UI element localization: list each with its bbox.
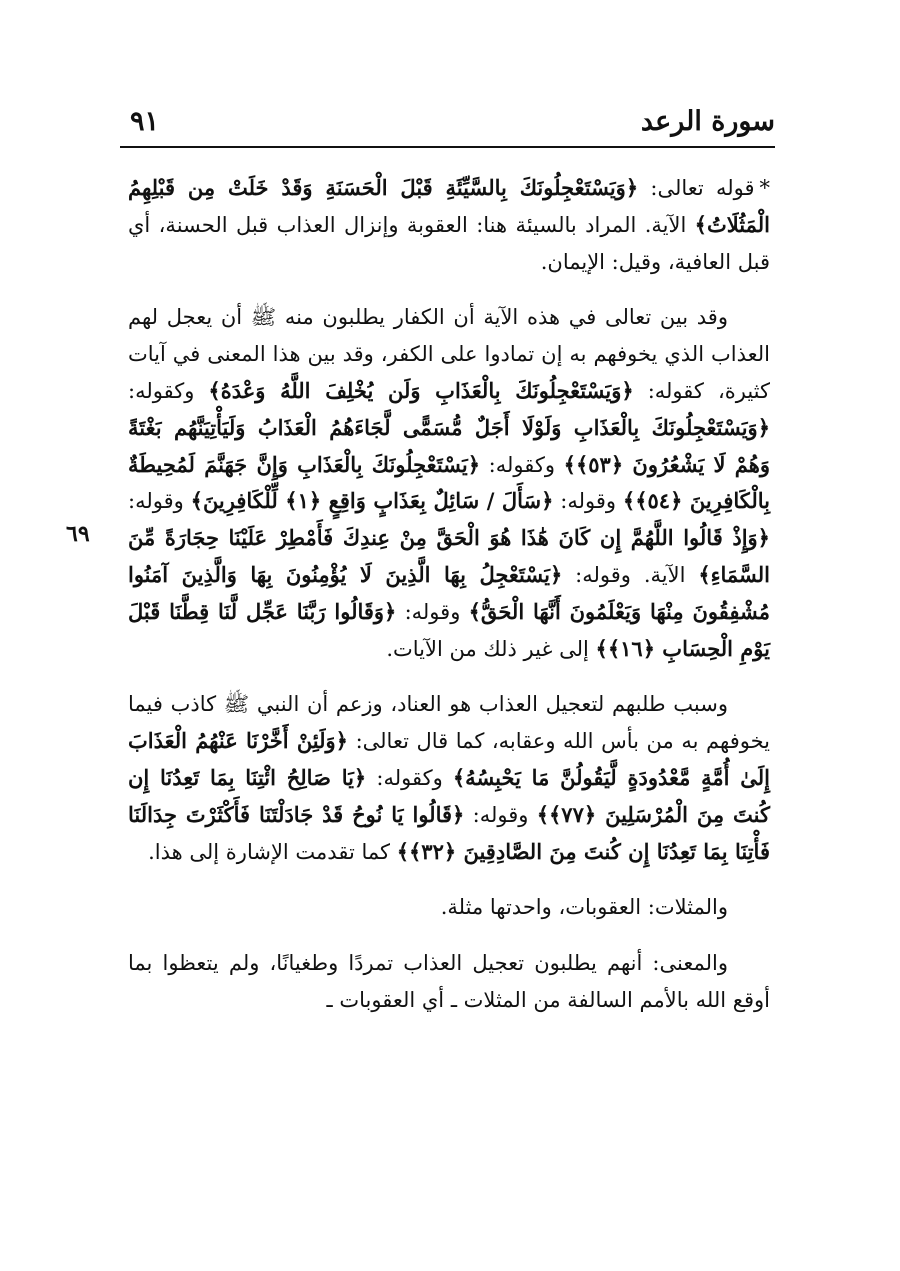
commentary-text: وسبب طلبهم لتعجيل العذاب هو العناد، وزعم أن النبي ﷺ كاذب فيما يخوفهم به من بأس الله وعقابه، كما قال تعالى:: [128, 692, 770, 754]
intro-text: قوله تعالى:: [638, 176, 755, 200]
quran-quote: ﴿سَأَلَ / سَائِلٌ بِعَذَابٍ وَاقِعٍ ﴿١﴾ لِّلْكَافِرِينَ﴾: [190, 488, 554, 514]
page-header: [120, 100, 775, 148]
quran-bracket-close: ﴾: [694, 211, 707, 237]
quran-quote: ﴿وَيَسْتَعْجِلُونَكَ بِالْعَذَابِ وَلَن يُخْلِفَ اللَّهُ وَعْدَهُ﴾: [208, 377, 634, 403]
commentary-text: كما تقدمت الإشارة إلى هذا.: [148, 839, 397, 864]
quran-quote: ﴿يَسْتَعْجِلُونَكَ بِالْعَذَابِ وَإِنَّ جَهَنَّمَ لَمُحِيطَةٌ بِالْكَافِرِينَ ﴿٥٤﴾﴾: [128, 451, 770, 514]
paragraph-meaning: والمعنى: أنهم يطلبون تعجيل العذاب تمردًا وطغيانًا، ولم يتعظوا بما أوقع الله بالأمم السالفة من المثلات ـ أي العقوبات ـ: [128, 951, 770, 1012]
commentary-text: وكقوله:: [366, 765, 453, 790]
page-body: [128, 170, 770, 1038]
quran-quote: ﴿يَا صَالِحُ ائْتِنَا بِمَا تَعِدُنَا إِن كُنتَ مِنَ الْمُرْسَلِينَ ﴿٧٧﴾﴾: [128, 764, 770, 827]
commentary-text: وقوله:: [128, 489, 191, 514]
paragraph-reason: [128, 686, 770, 870]
quran-quote: ﴿وَيَسْتَعْجِلُونَكَ بِالْعَذَابِ وَلَوْلَا أَجَلٌ مُّسَمًّى لَّجَاءَهُمُ الْعَذَابُ وَلَيَأْتِيَنَّهُم بَغْتَةً وَهُمْ لَا يَشْعُرُونَ ﴿٥٣﴾﴾: [128, 414, 770, 477]
commentary-text: إلى غير ذلك من الآيات.: [386, 636, 596, 661]
quran-quote: ﴿يَسْتَعْجِلُ بِهَا الَّذِينَ لَا يُؤْمِنُونَ بِهَا وَالَّذِينَ آمَنُوا مُشْفِقُونَ مِنْهَا وَيَعْلَمُونَ أَنَّهَا الْحَقُّ﴾: [128, 561, 770, 624]
quran-quote: ﴿وَلَئِنْ أَخَّرْنَا عَنْهُمُ الْعَذَابَ إِلَىٰ أُمَّةٍ مَّعْدُودَةٍ لَّيَقُولُنَّ مَا يَحْبِسُهُ﴾: [128, 728, 770, 790]
star-marker: *: [759, 176, 770, 200]
commentary-text: وقوله:: [396, 599, 469, 624]
quran-bracket-open: ﴿: [625, 175, 639, 200]
commentary-text: الآية. المراد بالسيئة هنا: العقوبة وإنزال العذاب قبل الحسنة، أي قبل العافية، وقيل: الإيمان.: [128, 212, 770, 274]
quran-quote: ﴿وَقَالُوا رَبَّنَا عَجِّل لَّنَا قِطَّنَا قَبْلَ يَوْمِ الْحِسَابِ ﴿١٦﴾﴾: [128, 598, 770, 661]
margin-reference-number: ٦٩: [66, 521, 90, 547]
quran-quote: ﴿قَالُوا يَا نُوحُ قَدْ جَادَلْتَنَا فَأَكْثَرْتَ جِدَالَنَا فَأْتِنَا بِمَا تَعِدُنَا إِن كُنتَ مِنَ الصَّادِقِينَ ﴿٣٢﴾﴾: [128, 801, 770, 864]
paragraph-definition: والمثلات: العقوبات، واحدتها مثلة.: [440, 895, 728, 920]
commentary-text: وكقوله:: [128, 378, 209, 403]
paragraph-verse-intro: [128, 170, 770, 280]
commentary-text: وكقوله:: [480, 452, 564, 477]
quran-quote: ﴿وَإِذْ قَالُوا اللَّهُمَّ إِن كَانَ هَٰذَا هُوَ الْحَقَّ مِنْ عِندِكَ فَأَمْطِرْ عَلَيْنَا حِجَارَةً مِّنَ السَّمَاءِ﴾: [128, 525, 770, 587]
page-number: ٩١: [130, 106, 160, 137]
commentary-text: وقد بين تعالى في هذه الآية أن الكفار يطلبون منه ﷺ أن يعجل لهم العذاب الذي يخوفهم به إن تمادوا على الكفر، وقد بين هذا المعنى في آيات كثيرة، كقوله:: [128, 305, 770, 403]
commentary-text: وقوله:: [464, 802, 537, 827]
quran-verse: وَيَسْتَعْجِلُونَكَ بِالسَّيِّئَةِ قَبْلَ الْحَسَنَةِ وَقَدْ خَلَتْ مِن قَبْلِهِمُ الْمَثُلَاتُ: [128, 175, 770, 237]
paragraph-evidence: [128, 299, 770, 667]
commentary-text: وقوله:: [553, 489, 623, 514]
surah-title: سورة الرعد: [640, 106, 775, 137]
commentary-text: الآية. وقوله:: [562, 562, 699, 587]
